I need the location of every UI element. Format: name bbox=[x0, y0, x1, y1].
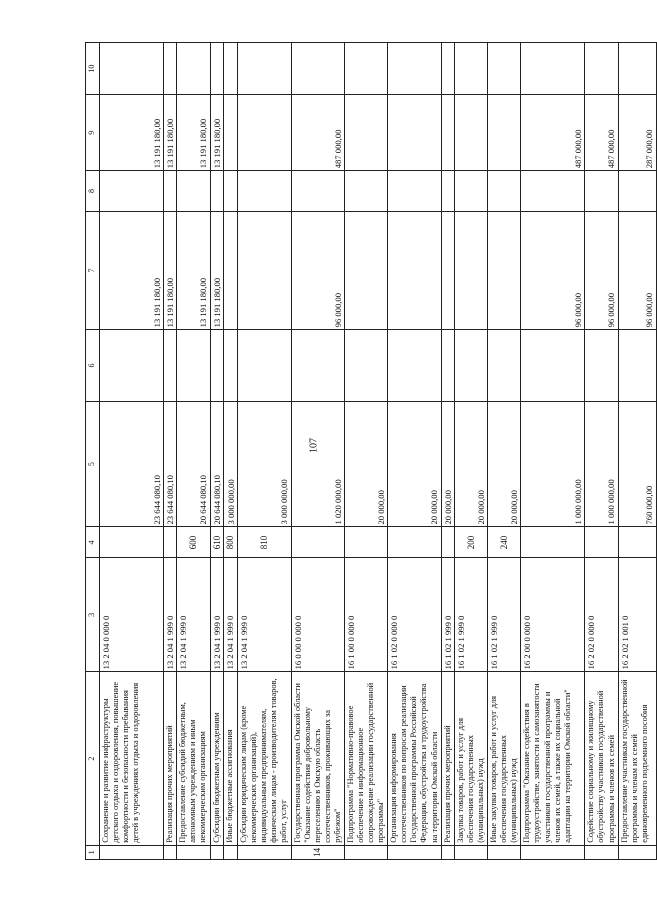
row-number bbox=[238, 845, 291, 859]
row-amount-6 bbox=[521, 330, 585, 401]
row-amount-7: 13 191 180,00 bbox=[164, 211, 177, 330]
row-amount-6 bbox=[177, 330, 210, 401]
row-amount-10 bbox=[618, 43, 656, 95]
page-number: 107 bbox=[308, 438, 320, 453]
row-amount-6 bbox=[488, 330, 521, 401]
row-amount-8 bbox=[585, 171, 618, 211]
row-number bbox=[344, 845, 387, 859]
row-amount-7: 96 000,00 bbox=[521, 211, 585, 330]
row-amount-10 bbox=[164, 43, 177, 95]
row-amount-10 bbox=[388, 43, 441, 95]
row-amount-6 bbox=[454, 330, 487, 401]
row-amount-7 bbox=[224, 211, 238, 330]
row-amount-5: 20 644 080,10 bbox=[210, 401, 224, 527]
row-code: 16 2 00 0 000 0 bbox=[521, 558, 585, 672]
row-description: Содействие социальному и жилищному обустройству участников государственной программы и членов их семей bbox=[585, 672, 618, 845]
row-amount-8 bbox=[210, 171, 224, 211]
row-amount-10 bbox=[210, 43, 224, 95]
row-amount-6 bbox=[100, 330, 164, 401]
row-amount-7: 13 191 180,00 bbox=[177, 211, 210, 330]
table-row bbox=[454, 43, 487, 860]
row-amount-6 bbox=[441, 330, 454, 401]
row-number bbox=[210, 845, 224, 859]
row-amount-9 bbox=[224, 95, 238, 171]
row-vr bbox=[585, 527, 618, 558]
row-code: 13 2 04 1 999 0 bbox=[238, 558, 291, 672]
row-number bbox=[177, 845, 210, 859]
row-vr: 800 bbox=[224, 527, 238, 558]
row-description: Реализация прочих мероприятий bbox=[164, 672, 177, 845]
column-header: 6 bbox=[86, 330, 100, 401]
row-vr bbox=[164, 527, 177, 558]
table-row bbox=[344, 43, 387, 860]
row-number bbox=[618, 845, 656, 859]
row-amount-9 bbox=[488, 95, 521, 171]
row-number: 14 bbox=[291, 845, 344, 859]
row-description: Подпрограмма "Нормативно-правовое обеспечение и информационное сопровождение реализации государственной программы" bbox=[344, 672, 387, 845]
row-code: 16 2 02 1 001 0 bbox=[618, 558, 656, 672]
row-amount-7: 13 191 180,00 bbox=[210, 211, 224, 330]
row-code: 16 1 02 1 999 0 bbox=[441, 558, 454, 672]
row-code: 16 1 02 1 999 0 bbox=[454, 558, 487, 672]
row-vr: 610 bbox=[210, 527, 224, 558]
row-vr bbox=[388, 527, 441, 558]
row-amount-6 bbox=[224, 330, 238, 401]
row-amount-9: 487 000,00 bbox=[291, 95, 344, 171]
row-amount-10 bbox=[488, 43, 521, 95]
row-vr bbox=[100, 527, 164, 558]
row-amount-5: 760 000,00 bbox=[618, 401, 656, 527]
table-row bbox=[238, 43, 291, 860]
row-amount-8 bbox=[100, 171, 164, 211]
row-vr bbox=[618, 527, 656, 558]
column-header: 10 bbox=[86, 43, 100, 95]
column-header: 2 bbox=[86, 672, 100, 845]
row-amount-8 bbox=[224, 171, 238, 211]
table-row bbox=[177, 43, 210, 860]
table-row bbox=[388, 43, 441, 860]
row-amount-5: 20 000,00 bbox=[454, 401, 487, 527]
row-amount-8 bbox=[441, 171, 454, 211]
row-amount-9: 487 000,00 bbox=[585, 95, 618, 171]
row-amount-6 bbox=[238, 330, 291, 401]
row-code: 13 2 04 0 000 0 bbox=[100, 558, 164, 672]
row-code: 13 2 04 1 999 0 bbox=[210, 558, 224, 672]
row-amount-10 bbox=[344, 43, 387, 95]
row-description: Иные бюджетные ассигнования bbox=[224, 672, 238, 845]
row-description: Сохранение и развитие инфраструктуры детского отдыха и оздоровления, повышение комфортности и безопасности пребывания детей в учреждениях отдыха и оздоровления bbox=[100, 672, 164, 845]
row-number bbox=[585, 845, 618, 859]
row-number bbox=[454, 845, 487, 859]
row-code: 16 1 02 0 000 0 bbox=[388, 558, 441, 672]
table-row bbox=[210, 43, 224, 860]
row-amount-9 bbox=[344, 95, 387, 171]
row-amount-5: 3 000 000,00 bbox=[238, 401, 291, 527]
row-vr: 200 bbox=[454, 527, 487, 558]
row-amount-5: 1 000 000,00 bbox=[521, 401, 585, 527]
table-row bbox=[441, 43, 454, 860]
row-description: Подпрограмма "Оказание содействия в трудоустройстве, занятости и самозанятости участников государственной программы и членов их семей, а также их социальной адаптации на территории Омской области" bbox=[521, 672, 585, 845]
row-amount-5: 20 000,00 bbox=[441, 401, 454, 527]
row-description: Субсидии бюджетным учреждениям bbox=[210, 672, 224, 845]
row-amount-10 bbox=[291, 43, 344, 95]
row-amount-8 bbox=[238, 171, 291, 211]
row-amount-5: 20 644 080,10 bbox=[177, 401, 210, 527]
table-row bbox=[585, 43, 618, 860]
row-amount-9: 13 191 180,00 bbox=[100, 95, 164, 171]
row-vr: 240 bbox=[488, 527, 521, 558]
row-amount-8 bbox=[344, 171, 387, 211]
row-amount-7 bbox=[238, 211, 291, 330]
row-description: Субсидии юридическим лицам (кроме некоммерческих организаций), индивидуальным предпринимателям, физическим лицам - производителям товаров, работ, услуг bbox=[238, 672, 291, 845]
row-amount-6 bbox=[585, 330, 618, 401]
row-amount-10 bbox=[238, 43, 291, 95]
row-number bbox=[488, 845, 521, 859]
row-number bbox=[100, 845, 164, 859]
table-row bbox=[224, 43, 238, 860]
row-amount-10 bbox=[177, 43, 210, 95]
table-row bbox=[291, 43, 344, 860]
column-header: 3 bbox=[86, 558, 100, 672]
row-amount-10 bbox=[585, 43, 618, 95]
row-amount-7 bbox=[454, 211, 487, 330]
row-amount-5: 20 000,00 bbox=[488, 401, 521, 527]
row-amount-6 bbox=[388, 330, 441, 401]
row-description: Иные закупки товаров, работ и услуг для обеспечения государственных (муниципальных) нужд bbox=[488, 672, 521, 845]
row-amount-6 bbox=[210, 330, 224, 401]
row-amount-9 bbox=[388, 95, 441, 171]
row-amount-9: 487 000,00 bbox=[521, 95, 585, 171]
row-amount-8 bbox=[177, 171, 210, 211]
row-code: 16 1 00 0 000 0 bbox=[344, 558, 387, 672]
row-amount-7: 96 000,00 bbox=[618, 211, 656, 330]
row-amount-6 bbox=[164, 330, 177, 401]
row-vr bbox=[344, 527, 387, 558]
row-amount-5: 20 000,00 bbox=[344, 401, 387, 527]
row-amount-9 bbox=[441, 95, 454, 171]
table-row bbox=[488, 43, 521, 860]
row-amount-7 bbox=[441, 211, 454, 330]
row-code: 13 2 04 1 999 0 bbox=[224, 558, 238, 672]
row-amount-9: 13 191 180,00 bbox=[177, 95, 210, 171]
row-amount-8 bbox=[291, 171, 344, 211]
column-number-header bbox=[86, 43, 100, 860]
row-amount-6 bbox=[344, 330, 387, 401]
row-amount-6 bbox=[618, 330, 656, 401]
row-number bbox=[388, 845, 441, 859]
row-amount-7 bbox=[488, 211, 521, 330]
row-description: Организация информирования соотечественников по вопросам реализации Государственной программы Российской Федерации, обустройства и трудоустройства на территории Омской области bbox=[388, 672, 441, 845]
row-amount-10 bbox=[100, 43, 164, 95]
row-amount-8 bbox=[521, 171, 585, 211]
row-code: 13 2 04 1 999 0 bbox=[177, 558, 210, 672]
budget-table bbox=[85, 42, 657, 860]
row-amount-9 bbox=[454, 95, 487, 171]
row-amount-5: 23 644 080,10 bbox=[164, 401, 177, 527]
row-amount-9 bbox=[238, 95, 291, 171]
column-header: 8 bbox=[86, 171, 100, 211]
row-amount-8 bbox=[618, 171, 656, 211]
row-amount-10 bbox=[454, 43, 487, 95]
row-code: 16 1 02 1 999 0 bbox=[488, 558, 521, 672]
column-header: 5 bbox=[86, 401, 100, 527]
row-amount-5: 1 020 000,00 bbox=[291, 401, 344, 527]
row-amount-10 bbox=[441, 43, 454, 95]
row-amount-6 bbox=[291, 330, 344, 401]
row-amount-8 bbox=[164, 171, 177, 211]
row-description: Предоставление субсидий бюджетным, автономным учреждениям и иным некоммерческим организациям bbox=[177, 672, 210, 845]
row-amount-9: 287 000,00 bbox=[618, 95, 656, 171]
row-amount-5: 1 000 000,00 bbox=[585, 401, 618, 527]
row-description: Реализация прочих мероприятий bbox=[441, 672, 454, 845]
row-vr bbox=[521, 527, 585, 558]
row-amount-7 bbox=[344, 211, 387, 330]
table-row bbox=[521, 43, 585, 860]
row-number bbox=[521, 845, 585, 859]
row-description: Государственная программа Омской области "Оказание содействия добровольному переселению в Омскую область соотечественников, проживающих за рубежом" bbox=[291, 672, 344, 845]
row-vr bbox=[441, 527, 454, 558]
row-amount-10 bbox=[521, 43, 585, 95]
row-amount-8 bbox=[388, 171, 441, 211]
row-number bbox=[224, 845, 238, 859]
row-amount-5: 23 644 080,10 bbox=[100, 401, 164, 527]
row-description: Закупка товаров, работ и услуг для обеспечения государственных (муниципальных) нужд bbox=[454, 672, 487, 845]
column-header: 1 bbox=[86, 845, 100, 859]
row-code: 16 0 00 0 000 0 bbox=[291, 558, 344, 672]
row-vr: 810 bbox=[238, 527, 291, 558]
row-code: 16 2 02 0 000 0 bbox=[585, 558, 618, 672]
column-header: 9 bbox=[86, 95, 100, 171]
row-amount-7: 13 191 180,00 bbox=[100, 211, 164, 330]
row-amount-9: 13 191 180,00 bbox=[164, 95, 177, 171]
row-amount-7: 96 000,00 bbox=[291, 211, 344, 330]
row-amount-5: 3 000 000,00 bbox=[224, 401, 238, 527]
row-amount-10 bbox=[224, 43, 238, 95]
row-number bbox=[441, 845, 454, 859]
row-number bbox=[164, 845, 177, 859]
row-amount-8 bbox=[488, 171, 521, 211]
row-vr: 600 bbox=[177, 527, 210, 558]
row-amount-9: 13 191 180,00 bbox=[210, 95, 224, 171]
column-header: 4 bbox=[86, 527, 100, 558]
row-code: 13 2 04 1 999 0 bbox=[164, 558, 177, 672]
row-vr bbox=[291, 527, 344, 558]
row-amount-7 bbox=[388, 211, 441, 330]
row-description: Предоставление участникам государственной программы и членам их семей единовременного подъемного пособия bbox=[618, 672, 656, 845]
row-amount-8 bbox=[454, 171, 487, 211]
table-row bbox=[100, 43, 164, 860]
row-amount-5: 20 000,00 bbox=[388, 401, 441, 527]
table-row bbox=[164, 43, 177, 860]
row-amount-7: 96 000,00 bbox=[585, 211, 618, 330]
column-header: 7 bbox=[86, 211, 100, 330]
table-row bbox=[618, 43, 656, 860]
